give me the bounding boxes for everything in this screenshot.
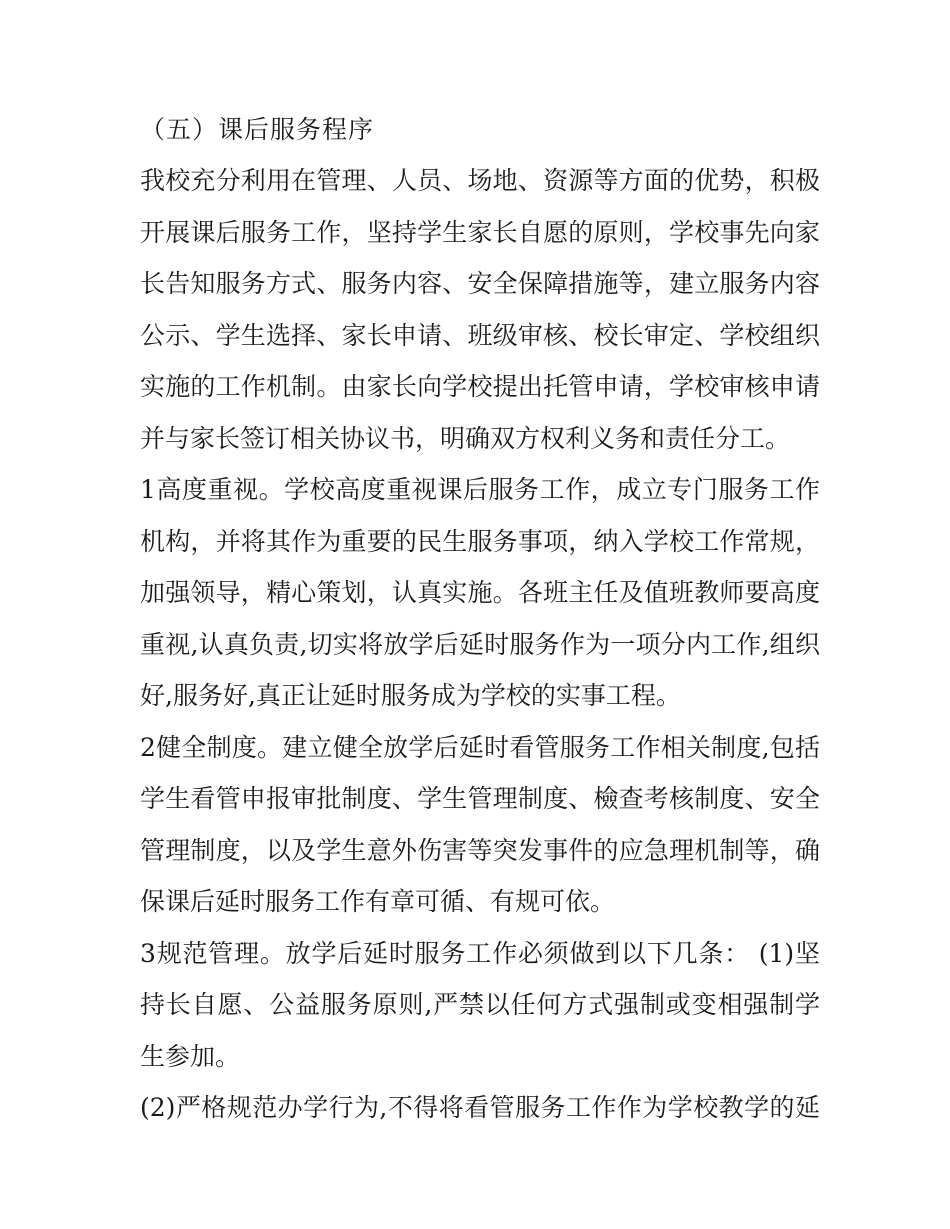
- text-line: 重视,认真负责,切实将放学后延时服务作为一项分内工作,组织: [140, 629, 820, 659]
- text-line: 开展课后服务工作，坚持学生家长自愿的原则，学校事先向家: [140, 217, 820, 247]
- text-line: 管理制度，以及学生意外伤害等突发事件的应急理机制等，确: [140, 835, 820, 865]
- text-line: 生参加。: [140, 1041, 241, 1071]
- text-line: 机构，并将其作为重要的民生服务事项，纳入学校工作常规，: [140, 526, 820, 556]
- paragraph-item-2: [140, 722, 820, 928]
- text-line: 实施的工作机制。由家长向学校提出托管申请，学校审核申请: [140, 372, 820, 401]
- text-line: 2健全制度。建立健全放学后延时看管服务工作相关制度,包括: [140, 732, 820, 762]
- paragraph-intro: [140, 155, 820, 464]
- text-line: 公示、学生选择、家长申请、班级审核、校长审定、学校组织: [140, 320, 820, 350]
- paragraph-item-3: [140, 928, 820, 1083]
- document-body: [140, 155, 820, 1134]
- section-heading: （五）课后服务程序: [140, 115, 375, 144]
- text-line: (2)严格规范办学行为,不得将看管服务工作作为学校教学的延: [140, 1093, 820, 1122]
- text-line: 长告知服务方式、服务内容、安全保障措施等，建立服务内容: [140, 269, 820, 298]
- paragraph-subitem-2: [140, 1082, 820, 1134]
- text-line: 加强领导，精心策划，认真实施。各班主任及值班教师要高度: [140, 578, 820, 607]
- text-line: 3规范管理。放学后延时服务工作必须做到以下几条： (1)坚: [140, 938, 820, 968]
- text-line: 好,服务好,真正让延时服务成为学校的实事工程。: [140, 681, 681, 710]
- paragraph-item-1: [140, 464, 820, 722]
- text-line: 我校充分利用在管理、人员、场地、资源等方面的优势，积极: [140, 166, 820, 195]
- text-line: 保课后延时服务工作有章可循、有规可依。: [140, 887, 616, 916]
- text-line: 并与家长签订相关协议书，明确双方权利义务和责任分工。: [140, 423, 791, 453]
- text-line: 持长自愿、公益服务原则,严禁以任何方式强制或变相强制学: [140, 990, 820, 1019]
- text-line: 1高度重视。学校高度重视课后服务工作，成立专门服务工作: [140, 475, 820, 504]
- text-line: 学生看管申报审批制度、学生管理制度、檢查考核制度、安全: [140, 784, 820, 813]
